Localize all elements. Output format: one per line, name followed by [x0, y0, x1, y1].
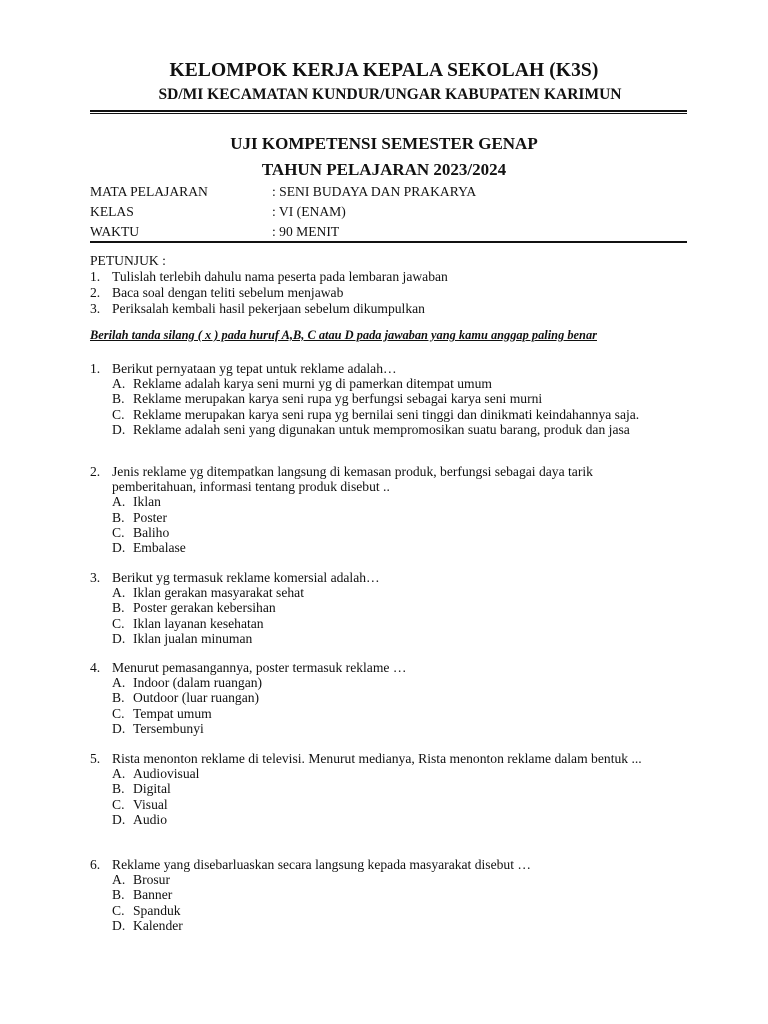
question-text: Jenis reklame yg ditempatkan langsung di kemasan produk, berfungsi sebagai daya tarik pemberitahuan, informasi tentang produk disebut ..	[112, 464, 593, 495]
question-stem	[90, 751, 690, 766]
option-text: Iklan jualan minuman	[133, 630, 253, 646]
instruction-text: Tulislah terlebih dahulu nama peserta pada lembaran jawaban	[112, 269, 448, 284]
answer-option[interactable]	[112, 540, 690, 555]
answer-option[interactable]	[112, 510, 690, 525]
info-label: MATA PELAJARAN	[90, 184, 208, 199]
option-text: Reklame merupakan karya seni rupa yg bernilai seni tinggi dan dinikmati keindahannya saja.	[133, 406, 640, 422]
header-rule-thin	[90, 113, 687, 114]
question-number: 5.	[90, 751, 101, 766]
question-4	[90, 660, 690, 736]
instruction-item	[90, 285, 448, 301]
option-letter: D.	[112, 630, 126, 646]
option-letter: A.	[112, 585, 126, 601]
option-text: Iklan	[133, 494, 161, 510]
question-text: Menurut pemasangannya, poster termasuk reklame …	[112, 660, 407, 675]
option-letter: C.	[112, 796, 125, 812]
option-letter: B.	[112, 781, 125, 797]
instruction-text: Baca soal dengan teliti sebelum menjawab	[112, 285, 344, 300]
org-title: KELOMPOK KERJA KEPALA SEKOLAH (K3S)	[169, 60, 599, 81]
info-value: : SENI BUDAYA DAN PRAKARYA	[272, 184, 477, 199]
option-text: Banner	[133, 887, 173, 903]
question-stem	[90, 464, 690, 494]
option-text: Indoor (dalam ruangan)	[133, 675, 263, 691]
option-text: Reklame merupakan karya seni rupa yg berfungsi sebagai karya seni murni	[133, 391, 543, 407]
instruction-text: Periksalah kembali hasil pekerjaan sebelum dikumpulkan	[112, 301, 425, 316]
instruction-number: 3.	[90, 301, 101, 316]
option-letter: D.	[112, 720, 126, 736]
question-number: 6.	[90, 857, 101, 872]
option-text: Iklan layanan kesehatan	[133, 615, 264, 631]
question-1	[90, 361, 690, 437]
answer-option[interactable]	[112, 706, 690, 721]
answer-option[interactable]	[112, 675, 690, 690]
option-letter: A.	[112, 872, 126, 888]
option-letter: C.	[112, 705, 125, 721]
answer-option[interactable]	[112, 376, 690, 391]
option-letter: C.	[112, 615, 125, 631]
option-text: Iklan gerakan masyarakat sehat	[133, 585, 304, 601]
option-text: Kalender	[133, 917, 183, 933]
answer-option[interactable]	[112, 391, 690, 406]
answer-option[interactable]	[112, 887, 690, 902]
option-letter: D.	[112, 421, 126, 437]
info-value: : VI (ENAM)	[272, 204, 346, 219]
answer-option[interactable]	[112, 918, 690, 933]
answer-option[interactable]	[112, 422, 690, 437]
exam-year: TAHUN PELAJARAN 2023/2024	[261, 160, 507, 179]
instructions-block	[90, 253, 448, 317]
question-5	[90, 751, 690, 827]
option-letter: A.	[112, 766, 126, 782]
option-text: Audiovisual	[133, 766, 200, 782]
question-2	[90, 464, 690, 555]
option-letter: D.	[112, 917, 126, 933]
option-letter: A.	[112, 675, 126, 691]
answer-option[interactable]	[112, 903, 690, 918]
answer-option[interactable]	[112, 525, 690, 540]
question-text: Rista menonton reklame di televisi. Menurut medianya, Rista menonton reklame dalam bentuk ...	[112, 751, 642, 766]
question-text: Berikut yg termasuk reklame komersial adalah…	[112, 570, 380, 585]
info-row-subject	[90, 182, 476, 202]
answer-option[interactable]	[112, 690, 690, 705]
answer-option[interactable]	[112, 766, 690, 781]
option-text: Audio	[133, 811, 167, 827]
question-number: 1.	[90, 361, 101, 376]
question-number: 3.	[90, 570, 101, 585]
answer-option[interactable]	[112, 407, 690, 422]
answer-option[interactable]	[112, 721, 690, 736]
option-text: Brosur	[133, 872, 171, 888]
exam-info-table	[90, 182, 476, 242]
answer-option[interactable]	[112, 797, 690, 812]
option-letter: C.	[112, 902, 125, 918]
answer-option[interactable]	[112, 494, 690, 509]
option-text: Baliho	[133, 524, 170, 540]
option-letter: A.	[112, 494, 126, 510]
option-text: Outdoor (luar ruangan)	[133, 690, 260, 706]
answer-option[interactable]	[112, 812, 690, 827]
option-text: Poster	[133, 509, 167, 525]
option-letter: C.	[112, 406, 125, 422]
question-number: 4.	[90, 660, 101, 675]
exam-title: UJI KOMPETENSI SEMESTER GENAP	[230, 134, 538, 153]
answer-option[interactable]	[112, 585, 690, 600]
option-letter: B.	[112, 391, 125, 407]
option-letter: A.	[112, 376, 126, 392]
answer-instruction: Berilah tanda silang ( x ) pada huruf A,B, C atau D pada jawaban yang kamu anggap paling benar	[90, 328, 597, 342]
info-rule	[90, 241, 687, 243]
question-number: 2.	[90, 464, 101, 479]
question-stem	[90, 857, 690, 872]
answer-option[interactable]	[112, 781, 690, 796]
option-text: Embalase	[133, 540, 186, 556]
answer-option[interactable]	[112, 631, 690, 646]
option-letter: D.	[112, 540, 126, 556]
info-row-class	[90, 202, 476, 222]
info-row-time	[90, 222, 476, 242]
answer-option[interactable]	[112, 600, 690, 615]
option-letter: B.	[112, 690, 125, 706]
instructions-title: PETUNJUK :	[90, 253, 166, 268]
option-text: Poster gerakan kebersihan	[133, 600, 276, 616]
option-text: Reklame adalah karya seni murni yg di pamerkan ditempat umum	[133, 376, 492, 392]
info-label: KELAS	[90, 204, 134, 219]
option-letter: B.	[112, 887, 125, 903]
instruction-item	[90, 301, 448, 317]
question-6	[90, 857, 690, 933]
option-letter: D.	[112, 811, 126, 827]
instruction-number: 2.	[90, 285, 101, 300]
option-text: Reklame adalah seni yang digunakan untuk mempromosikan suatu barang, produk dan jasa	[133, 421, 630, 437]
question-stem	[90, 361, 690, 376]
info-value: : 90 MENIT	[272, 224, 340, 239]
option-letter: B.	[112, 600, 125, 616]
option-letter: B.	[112, 509, 125, 525]
option-letter: C.	[112, 524, 125, 540]
info-label: WAKTU	[90, 224, 140, 239]
option-text: Tersembunyi	[133, 720, 204, 736]
option-text: Digital	[133, 781, 171, 797]
question-stem	[90, 660, 690, 675]
option-text: Spanduk	[133, 902, 181, 918]
question-stem	[90, 570, 690, 585]
header-rule-thick	[90, 110, 687, 112]
question-3	[90, 570, 690, 646]
org-subtitle: SD/MI KECAMATAN KUNDUR/UNGAR KABUPATEN KARIMUN	[158, 86, 622, 103]
question-text: Reklame yang disebarluaskan secara langsung kepada masyarakat disebut …	[112, 857, 531, 872]
answer-option[interactable]	[112, 872, 690, 887]
instruction-item	[90, 269, 448, 285]
instruction-number: 1.	[90, 269, 101, 284]
question-text: Berikut pernyataan yg tepat untuk reklame adalah…	[112, 361, 397, 376]
option-text: Tempat umum	[133, 705, 212, 721]
option-text: Visual	[133, 796, 168, 812]
answer-option[interactable]	[112, 616, 690, 631]
